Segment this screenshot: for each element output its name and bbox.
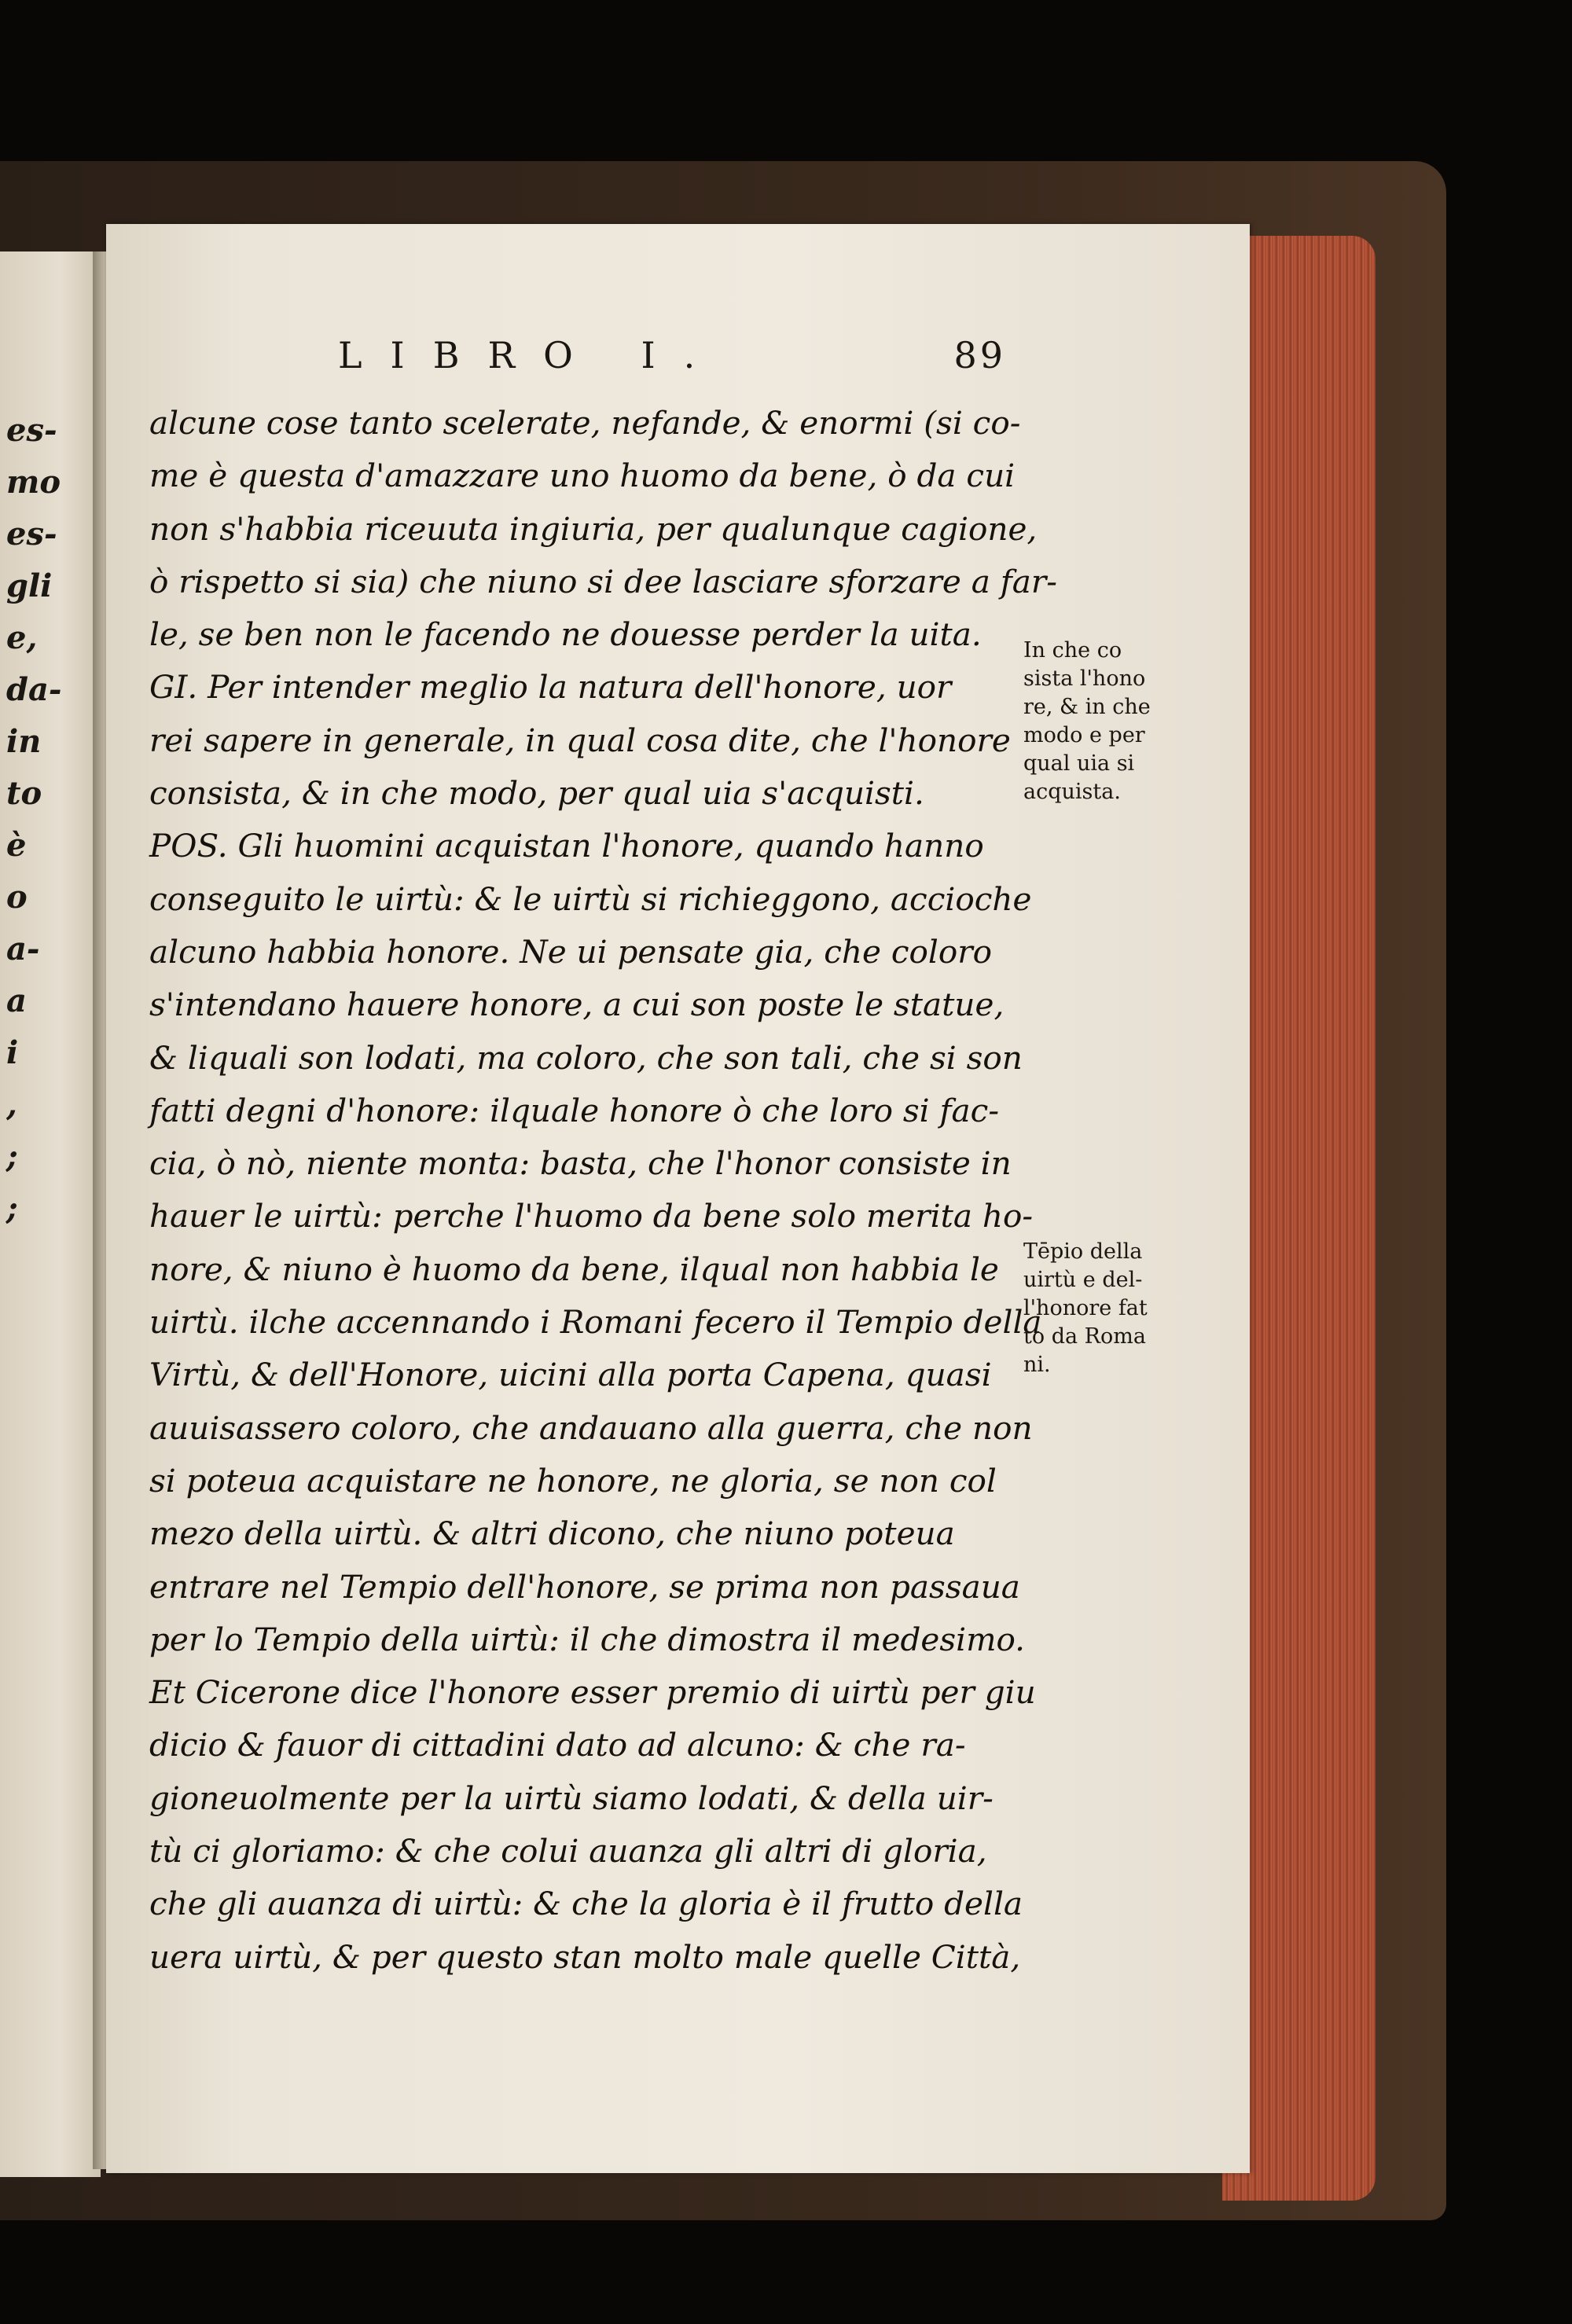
left-fragment: es- (6, 412, 57, 449)
text-line: nore, & niuno è huomo da bene, ilqual non habbia le (149, 1250, 999, 1288)
text-line: per lo Tempio della uirtù: il che dimostra il medesimo. (149, 1620, 1026, 1658)
marginal-note-honor-definition (1023, 637, 1216, 806)
text-line: gioneuolmente per la uirtù siamo lodati, & della uir- (149, 1779, 994, 1817)
left-fragment: to (6, 775, 42, 812)
marginal-note-line: l'honore fat (1023, 1296, 1148, 1320)
marginal-note-line: In che co (1023, 638, 1122, 663)
text-line: ò rispetto si sia) che niuno si dee lasciare sforzare a far- (149, 562, 1057, 600)
text-line: entrare nel Tempio dell'honore, se prima non passaua (149, 1567, 1020, 1606)
left-fragment: ; (6, 1138, 18, 1175)
marginal-note-line: sista l'hono (1023, 666, 1146, 691)
text-line: conseguito le uirtù: & le uirtù si richieggono, accioche (149, 879, 1032, 918)
text-line: tù ci gloriamo: & che colui auanza gli altri di gloria, (149, 1832, 987, 1871)
left-fragment: es- (6, 516, 57, 553)
text-line: auuisassero coloro, che andauano alla guerra, che non (149, 1408, 1033, 1447)
text-line: fatti degni d'honore: ilquale honore ò che loro si fac- (149, 1091, 1000, 1129)
text-line: Virtù, & dell'Honore, uicini alla porta Capena, quasi (149, 1356, 992, 1394)
left-fragment: a (6, 982, 27, 1019)
text-line: Et Cicerone dice l'honore esser premio di uirtù per giu (149, 1673, 1036, 1712)
text-line: uera uirtù, & per questo stan molto male quelle Città, (149, 1937, 1021, 1976)
marginal-note-line: re, & in che (1023, 695, 1151, 719)
left-fragment: i (6, 1034, 19, 1071)
marginal-note-line: acquista. (1023, 780, 1121, 804)
marginal-note-temple (1023, 1238, 1216, 1379)
text-line: rei sapere in generale, in qual cosa dite, che l'honore (149, 721, 1011, 759)
text-line: me è questa d'amazzare uno huomo da bene, ò da cui (149, 457, 1016, 495)
left-fragment: o (6, 879, 28, 916)
text-line: che gli auanza di uirtù: & che la gloria è il frutto della (149, 1885, 1023, 1923)
text-line: GI. Per intender meglio la natura dell'honore, uor (149, 668, 952, 707)
text-line: POS. Gli huomini acquistan l'honore, quando hanno (149, 827, 984, 865)
text-line: cia, ò nò, niente monta: basta, che l'honor consiste in (149, 1144, 1012, 1183)
left-fragment: mo (6, 464, 61, 501)
text-line: si poteua acquistare ne honore, ne gloria, se non col (149, 1461, 997, 1500)
left-fragment: , (6, 1086, 17, 1123)
left-fragment: è (6, 827, 27, 864)
left-fragment: da- (6, 671, 62, 708)
left-page-text-fragments (6, 405, 101, 1235)
page-header (236, 334, 1006, 381)
text-line: s'intendano hauere honore, a cui son poste le statue, (149, 986, 1005, 1024)
left-fragment: ; (6, 1190, 18, 1227)
marginal-note-line: qual uia si (1023, 751, 1135, 776)
left-fragment: e, (6, 619, 38, 656)
text-line: consista, & in che modo, per qual uia s'acquisti. (149, 774, 924, 813)
text-line: mezo della uirtù. & altri dicono, che niuno poteua (149, 1514, 955, 1553)
text-line: alcune cose tanto scelerate, nefande, & enormi (si co- (149, 404, 1021, 442)
left-page-edge (0, 251, 101, 2177)
page-number: 89 (953, 334, 1006, 376)
text-line: alcuno habbia honore. Ne ui pensate gia, che coloro (149, 932, 993, 971)
left-fragment: in (6, 723, 42, 760)
left-fragment: gli (6, 567, 53, 604)
text-line: uirtù. ilche accennando i Romani fecero il Tempio della (149, 1303, 1042, 1342)
marginal-note-line: uirtù e del- (1023, 1268, 1143, 1292)
marginal-note-line: to da Roma (1023, 1324, 1146, 1349)
left-fragment: a- (6, 931, 40, 967)
marginal-note-line: Tēpio della (1023, 1239, 1143, 1264)
text-line: & liquali son lodati, ma coloro, che son tali, che si son (149, 1038, 1023, 1077)
running-title: LIBRO I. (338, 334, 724, 376)
text-line: le, se ben non le facendo ne douesse perder la uita. (149, 615, 982, 654)
text-line: non s'habbia riceuuta ingiuria, per qualunque cagione, (149, 509, 1038, 548)
main-text (149, 397, 1057, 1984)
text-line: dicio & fauor di cittadini dato ad alcuno: & che ra- (149, 1726, 966, 1764)
marginal-note-line: ni. (1023, 1353, 1051, 1377)
text-line: hauer le uirtù: perche l'huomo da bene solo merita ho- (149, 1197, 1034, 1235)
marginal-note-line: modo e per (1023, 723, 1145, 747)
